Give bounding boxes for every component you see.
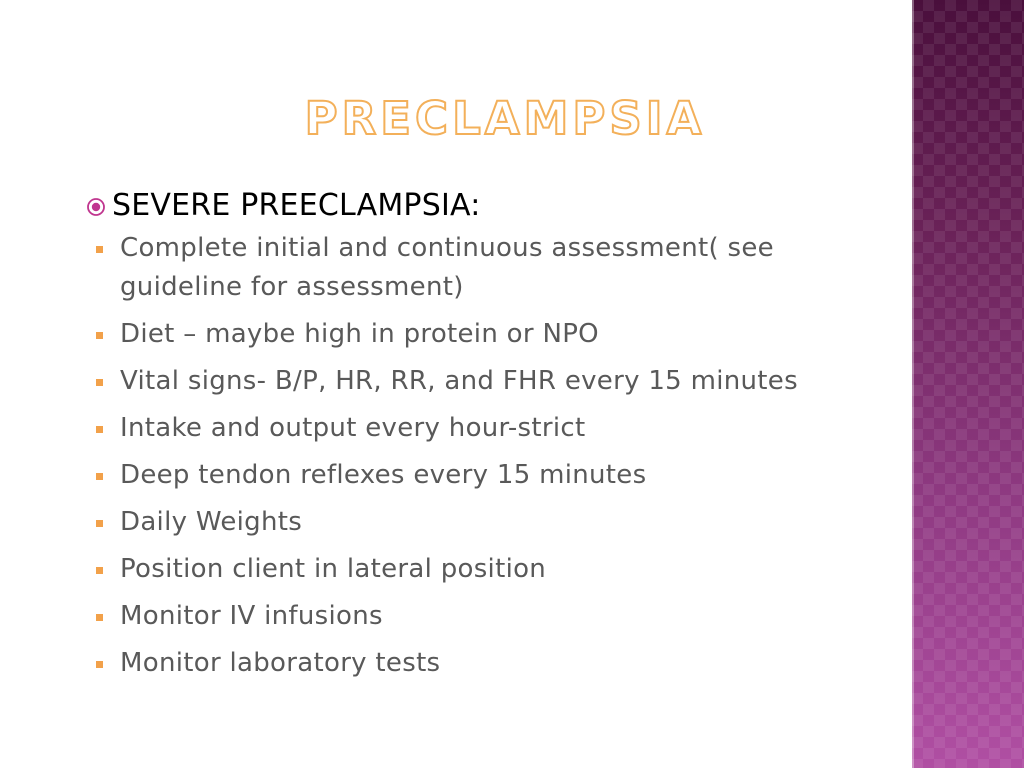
square-bullet-icon [96,567,103,574]
square-bullet-icon [96,332,103,339]
square-bullet-icon [96,520,103,527]
slide-body [86,188,886,695]
square-bullet-icon [96,473,103,480]
list-item-text: Deep tendon reflexes every 15 minutes [120,460,647,490]
list-item [96,233,886,307]
square-bullet-icon [96,614,103,621]
square-bullet-icon [96,426,103,433]
list-item [96,648,886,683]
square-bullet-icon [96,661,103,668]
list-item-text: Intake and output every hour-strict [120,413,586,443]
list-item-text: Vital signs- B/P, HR, RR, and FHR every 15 minutes [120,366,798,396]
list-item-text: Monitor laboratory tests [120,648,441,678]
heading-text: SEVERE PREECLAMPSIA: [112,188,481,223]
square-bullet-icon [96,246,103,253]
list-item-text: Daily Weights [120,507,303,537]
list-item [96,460,886,495]
radio-target-icon [86,197,106,217]
list-item [96,507,886,542]
list-item-text: Diet – maybe high in protein or NPO [120,319,599,349]
list-item [96,413,886,448]
list-item-text: Monitor IV infusions [120,601,383,631]
list-item-text: Position client in lateral position [120,554,547,584]
list-item [96,366,886,401]
heading-item [86,188,886,223]
list-item [96,601,886,636]
list-item-text: Complete initial and continuous assessment( see guideline for assessment) [120,233,774,302]
bullet-list [86,233,886,683]
slide-title: PRECLAMPSIA [304,92,706,145]
square-bullet-icon [96,379,103,386]
decorative-side-bar [912,0,1024,768]
list-item [96,319,886,354]
list-item [96,554,886,589]
